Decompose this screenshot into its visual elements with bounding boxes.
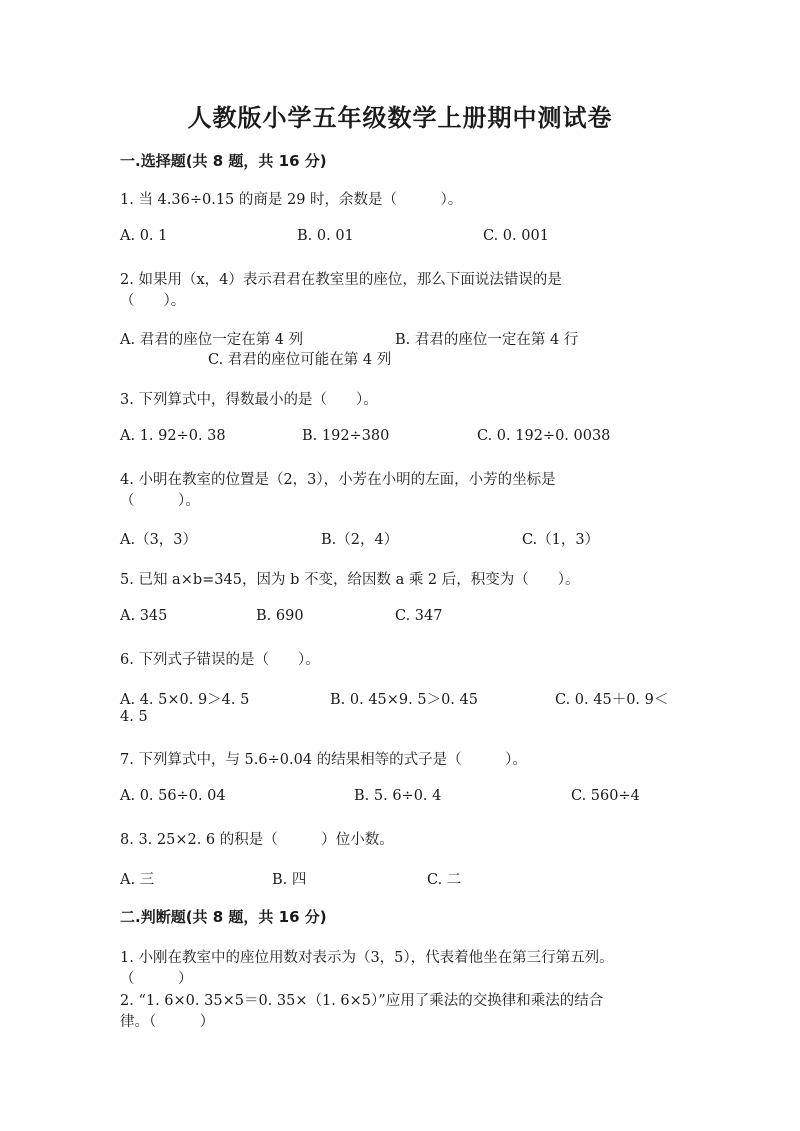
- question-2-option-b: B. 君君的座位一定在第 4 行: [395, 332, 579, 348]
- question-4-option-b: B.（2，4）: [321, 532, 399, 548]
- question-2-stem-line-1: 2. 如果用（x，4）表示君君在教室里的座位，那么下面说法错误的是: [120, 272, 562, 288]
- question-6-option-c-wrap: 4. 5: [120, 709, 148, 725]
- question-5-option-a: A. 345: [120, 608, 168, 624]
- question-4-option-a: A.（3，3）: [120, 532, 198, 548]
- question-8-option-b: B. 四: [272, 872, 307, 888]
- question-1-option-a: A. 0. 1: [120, 228, 168, 244]
- question-1-stem: 1. 当 4.36÷0.15 的商是 29 时，余数是（ ）。: [120, 192, 463, 208]
- question-5-option-c: C. 347: [395, 608, 443, 624]
- judgement-1-line-2: （ ）: [120, 971, 193, 987]
- section-heading-judgement: 二.判断题(共 8 题，共 16 分): [120, 908, 327, 926]
- question-3-option-c: C. 0. 192÷0. 0038: [477, 428, 611, 444]
- question-5-stem: 5. 已知 a×b=345，因为 b 不变，给因数 a 乘 2 后，积变为（ ）。: [120, 572, 580, 588]
- question-6-option-c: C. 0. 45＋0. 9＜: [555, 692, 669, 708]
- question-1-option-b: B. 0. 01: [297, 228, 354, 244]
- page-title: 人教版小学五年级数学上册期中测试卷: [187, 104, 613, 132]
- question-2-option-c: C. 君君的座位可能在第 4 列: [208, 352, 392, 368]
- question-6-option-b: B. 0. 45×9. 5＞0. 45: [330, 692, 478, 708]
- question-2-option-a: A. 君君的座位一定在第 4 列: [120, 332, 304, 348]
- question-1-option-c: C. 0. 001: [483, 228, 549, 244]
- question-7-option-a: A. 0. 56÷0. 04: [120, 788, 226, 804]
- question-7-stem: 7. 下列算式中，与 5.6÷0.04 的结果相等的式子是（ ）。: [120, 752, 527, 768]
- question-8-option-a: A. 三: [120, 872, 155, 888]
- question-8-stem: 8. 3. 25×2. 6 的积是（ ）位小数。: [120, 832, 394, 848]
- question-3-stem: 3. 下列算式中，得数最小的是（ ）。: [120, 392, 378, 408]
- judgement-1-line-1: 1. 小刚在教室中的座位用数对表示为（3，5），代表着他坐在第三行第五列。: [120, 950, 614, 966]
- question-3-option-a: A. 1. 92÷0. 38: [120, 428, 226, 444]
- question-4-stem-line-1: 4. 小明在教室的位置是（2，3），小芳在小明的左面，小芳的坐标是: [120, 472, 556, 488]
- section-heading-choice: 一.选择题(共 8 题，共 16 分): [120, 152, 327, 170]
- question-4-stem-line-2: （ ）。: [120, 493, 200, 509]
- question-6-option-a: A. 4. 5×0. 9＞4. 5: [120, 692, 250, 708]
- question-3-option-b: B. 192÷380: [302, 428, 390, 444]
- question-4-option-c: C.（1，3）: [522, 532, 600, 548]
- judgement-2-line-1: 2. “1. 6×0. 35×5＝0. 35×（1. 6×5）”应用了乘法的交换律和乘法的结合: [120, 993, 604, 1009]
- question-5-option-b: B. 690: [256, 608, 304, 624]
- question-2-stem-line-2: （ ）。: [120, 293, 186, 309]
- question-8-option-c: C. 二: [427, 872, 462, 888]
- question-7-option-c: C. 560÷4: [571, 788, 640, 804]
- judgement-2-line-2: 律。（ ）: [120, 1014, 215, 1030]
- question-6-stem: 6. 下列式子错误的是（ ）。: [120, 652, 320, 668]
- question-7-option-b: B. 5. 6÷0. 4: [354, 788, 442, 804]
